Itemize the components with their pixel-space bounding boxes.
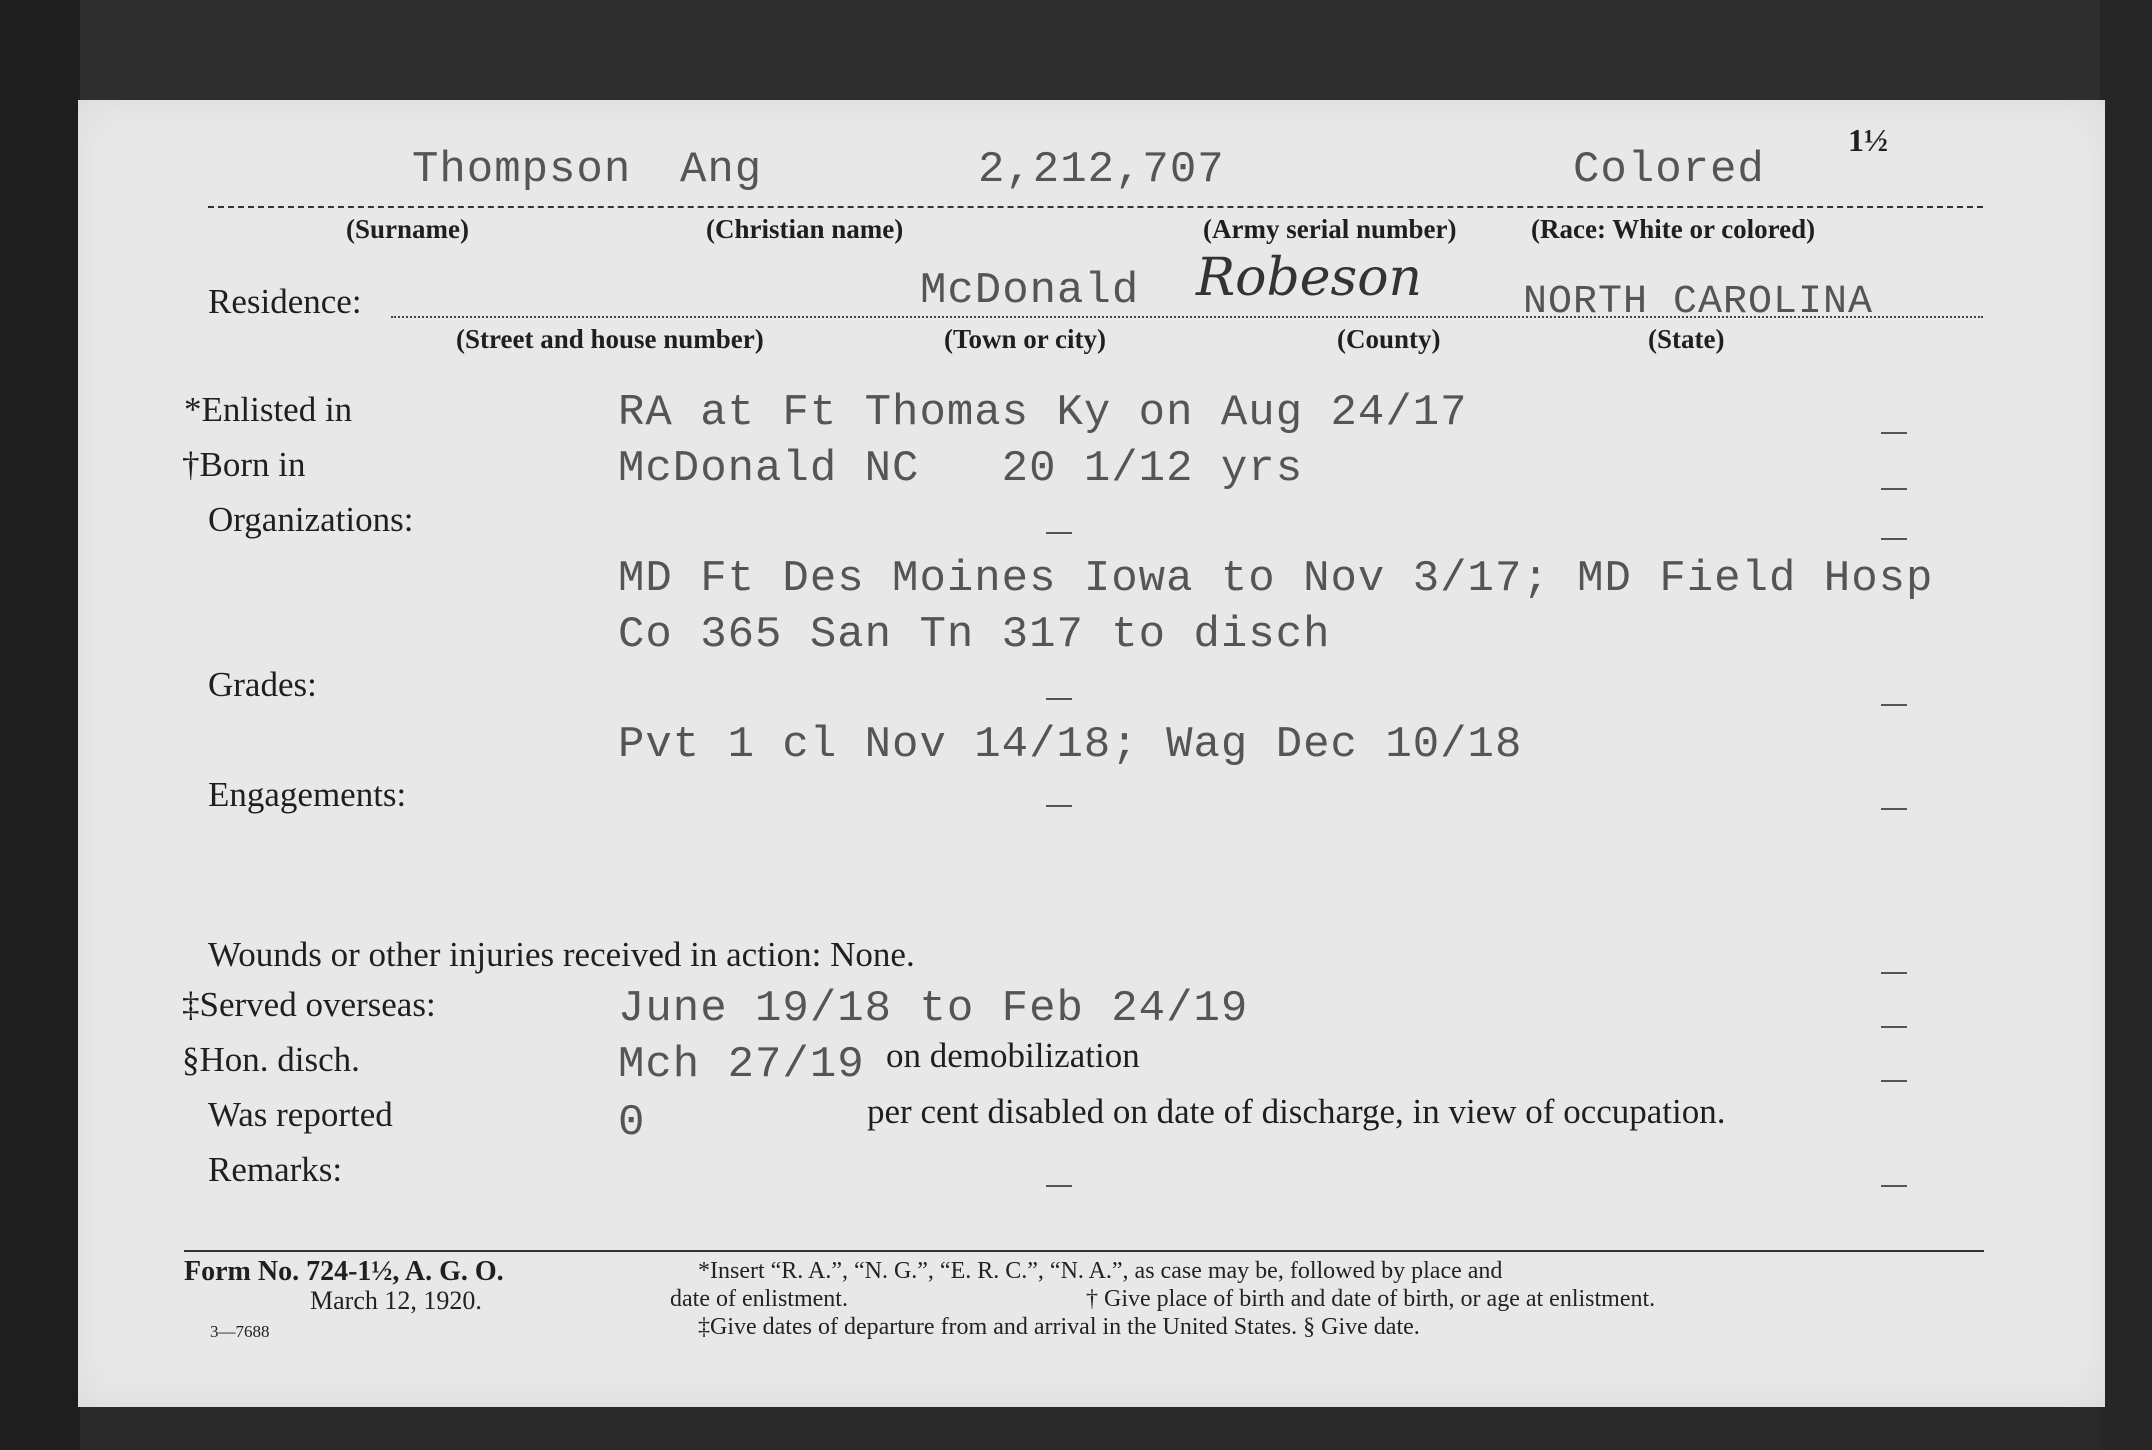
- footnote-line-2b: † Give place of birth and date of birth, or age at enlistment.: [1086, 1286, 1656, 1312]
- was-reported-value: 0: [618, 1098, 646, 1148]
- enlisted-label: *Enlisted in: [184, 390, 353, 429]
- organizations-line-2: Co 365 San Tn 317 to disch: [618, 610, 1331, 660]
- residence-town-value: McDonald: [920, 266, 1140, 316]
- residence-label: Residence:: [208, 282, 362, 321]
- caption-surname: (Surname): [346, 214, 469, 244]
- served-overseas-value: June 19/18 to Feb 24/19: [618, 984, 1249, 1034]
- card-fraction: 1½: [1848, 122, 1888, 158]
- print-code: 3—7688: [210, 1322, 270, 1341]
- tick-mark: [1046, 532, 1072, 534]
- residence-county-value: Robeson: [1196, 248, 1423, 308]
- was-reported-text: per cent disabled on date of discharge, in view of occupation.: [867, 1092, 1726, 1131]
- footer-rule: [184, 1250, 1984, 1252]
- caption-christian-name: (Christian name): [706, 214, 904, 244]
- grades-label: Grades:: [208, 665, 317, 704]
- form-number: Form No. 724-1½, A. G. O.: [184, 1256, 504, 1287]
- hon-disch-value: Mch 27/19: [618, 1040, 865, 1090]
- organizations-label: Organizations:: [208, 500, 414, 539]
- tick-mark: [1881, 972, 1907, 974]
- tick-mark: [1881, 704, 1907, 706]
- enlisted-value: RA at Ft Thomas Ky on Aug 24/17: [618, 388, 1468, 438]
- tick-mark: [1881, 1026, 1907, 1028]
- footnote-line-1: *Insert “R. A.”, “N. G.”, “E. R. C.”, “N. A.”, as case may be, followed by place and: [698, 1258, 1503, 1284]
- caption-state: (State): [1648, 324, 1725, 354]
- tick-mark: [1881, 808, 1907, 810]
- caption-town: (Town or city): [944, 324, 1106, 354]
- tick-mark: [1046, 698, 1072, 700]
- form-date: March 12, 1920.: [310, 1286, 482, 1315]
- caption-county: (County): [1337, 324, 1441, 354]
- born-label: †Born in: [182, 445, 306, 484]
- footnote-line-3: ‡Give dates of departure from and arrival in the United States. § Give date.: [698, 1314, 1420, 1340]
- scan-background-left: [0, 0, 80, 1450]
- service-record-card: [78, 100, 2105, 1407]
- scan-background-top: [0, 0, 2152, 100]
- header-dashed-line: [208, 206, 1983, 208]
- caption-race: (Race: White or colored): [1531, 214, 1816, 244]
- race-value: Colored: [1573, 145, 1765, 195]
- remarks-label: Remarks:: [208, 1150, 343, 1189]
- wounds-label: Wounds or other injuries received in action: None.: [208, 935, 915, 974]
- tick-mark: [1046, 1185, 1072, 1187]
- born-value: McDonald NC 20 1/12 yrs: [618, 444, 1304, 494]
- residence-state-value: NORTH CAROLINA: [1523, 280, 1874, 325]
- tick-mark: [1046, 805, 1072, 807]
- was-reported-label: Was reported: [208, 1095, 393, 1134]
- tick-mark: [1881, 432, 1907, 434]
- served-overseas-label: ‡Served overseas:: [182, 985, 436, 1024]
- engagements-label: Engagements:: [208, 775, 407, 814]
- surname-value: Thompson: [412, 145, 632, 195]
- grades-value: Pvt 1 cl Nov 14/18; Wag Dec 10/18: [618, 720, 1523, 770]
- caption-street: (Street and house number): [456, 324, 764, 354]
- footnote-line-2a: date of enlistment.: [670, 1286, 848, 1312]
- tick-mark: [1881, 1185, 1907, 1187]
- christian-name-value: Ang: [680, 145, 763, 195]
- hon-disch-reason: on demobilization: [886, 1036, 1140, 1075]
- organizations-line-1: MD Ft Des Moines Iowa to Nov 3/17; MD Field Hosp: [618, 554, 1934, 604]
- serial-number-value: 2,212,707: [978, 145, 1225, 195]
- tick-mark: [1881, 1080, 1907, 1082]
- tick-mark: [1881, 538, 1907, 540]
- hon-disch-label: §Hon. disch.: [182, 1040, 360, 1079]
- tick-mark: [1881, 488, 1907, 490]
- caption-serial-number: (Army serial number): [1203, 214, 1457, 244]
- scan-background-right: [2100, 0, 2152, 1450]
